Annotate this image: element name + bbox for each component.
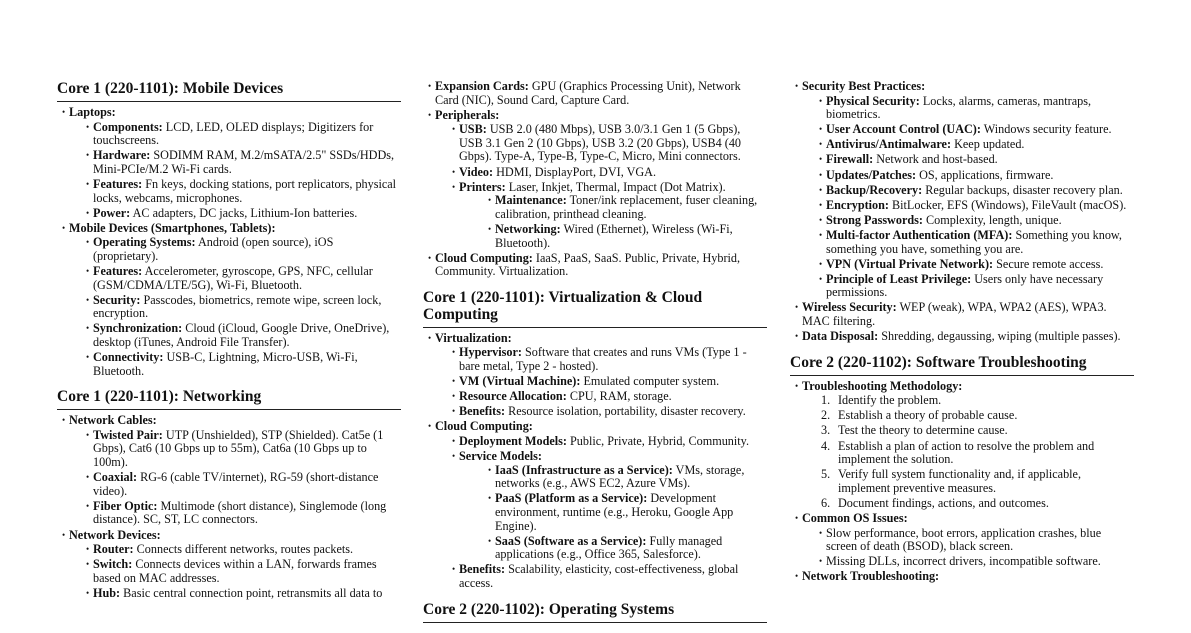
- item-label-troubleshooting-methodology: Troubleshooting Methodology:: [802, 378, 963, 393]
- list-item: [802, 258, 1134, 272]
- list-item: [69, 236, 401, 263]
- list-item: [802, 527, 1134, 554]
- list-item: [69, 207, 401, 221]
- list-item: [69, 294, 401, 321]
- list-item: [790, 330, 1134, 344]
- item-text: USB-C, Lightning, Micro-USB, Wi-Fi, Bluetooth.: [93, 350, 358, 378]
- bullet-list: [459, 464, 767, 562]
- list-item: [423, 109, 767, 250]
- item-label-principle-of-least-privilege: Principle of Least Privilege:: [826, 271, 972, 286]
- item-label-cloud-computing: Cloud Computing:: [435, 419, 533, 434]
- section-continued-0: [790, 80, 1134, 344]
- item-label-hypervisor: Hypervisor:: [459, 345, 522, 360]
- list-item: [802, 153, 1134, 167]
- column-2: [423, 80, 767, 633]
- list-item: [435, 346, 767, 373]
- section-heading: Core 1 (220-1101): Mobile Devices: [57, 80, 401, 102]
- list-item: [69, 178, 401, 205]
- item-label-benefits: Benefits:: [459, 562, 506, 577]
- item-text: AC adapters, DC jacks, Lithium-Ion batteries.: [132, 205, 358, 220]
- item-label-network-devices: Network Devices:: [69, 527, 161, 542]
- item-label-video: Video:: [459, 164, 494, 179]
- item-label-printers: Printers:: [459, 179, 506, 194]
- item-label-deployment-models: Deployment Models:: [459, 433, 567, 448]
- section-heading: Core 2 (220-1102): Software Troubleshooting: [790, 354, 1134, 376]
- list-item: [435, 181, 767, 250]
- item-text: SODIMM RAM, M.2/mSATA/2.5" SSDs/HDDs, Mini-PCIe/M.2 Wi-Fi cards.: [93, 148, 395, 176]
- list-item: [802, 95, 1134, 122]
- item-text: Windows security feature.: [983, 122, 1112, 137]
- numbered-steps: [802, 394, 1134, 510]
- item-text: GPU (Graphics Processing Unit), Network Card (NIC), Sound Card, Capture Card.: [435, 79, 741, 107]
- section-core-2-220-1102-software-troubleshooting: [790, 354, 1134, 584]
- list-item: [802, 123, 1134, 137]
- list-item: [790, 380, 1134, 511]
- item-text: WEP (weak), WPA, WPA2 (AES), WPA3. MAC filtering.: [802, 300, 1107, 328]
- item-text: Software that creates and runs VMs (Type 1 - bare metal, Type 2 - hosted).: [459, 345, 747, 373]
- item-label-coaxial: Coaxial:: [93, 470, 138, 485]
- item-label-paas-platform-as-a-service: PaaS (Platform as a Service):: [495, 491, 648, 506]
- item-text: Users only have necessary permissions.: [826, 271, 1104, 300]
- list-item: [57, 222, 401, 379]
- item-label-peripherals: Peripherals:: [435, 107, 500, 122]
- item-label-expansion-cards: Expansion Cards:: [435, 79, 529, 93]
- item-label-laptops: Laptops:: [69, 105, 116, 119]
- list-item: [423, 420, 767, 590]
- item-text: Wired (Ethernet), Wireless (Wi-Fi, Bluetooth).: [495, 221, 733, 250]
- section-core-1-220-1101-mobile-devices: [57, 80, 401, 378]
- list-item: [802, 169, 1134, 183]
- item-label-service-models: Service Models:: [459, 449, 542, 464]
- item-label-hub: Hub:: [93, 585, 121, 600]
- item-text: HDMI, DisplayPort, DVI, VGA.: [496, 164, 657, 179]
- item-label-vpn-virtual-private-network: VPN (Virtual Private Network):: [826, 256, 994, 271]
- bullet-list: [69, 429, 401, 527]
- section-core-1-220-1101-networking: [57, 388, 401, 600]
- list-item: [459, 223, 767, 250]
- item-label-security: Security:: [93, 292, 141, 307]
- section-core-2-220-1102-operating-systems: [423, 601, 767, 623]
- list-item: [57, 414, 401, 527]
- bullet-list: [69, 543, 401, 600]
- step-text: Identify the problem.: [838, 393, 942, 408]
- list-item: [802, 555, 1134, 569]
- list-item: [435, 450, 767, 562]
- item-label-mobile-devices-smartphones-tablets: Mobile Devices (Smartphones, Tablets):: [69, 220, 276, 235]
- list-item: [435, 563, 767, 590]
- item-label-firewall: Firewall:: [826, 152, 874, 167]
- item-label-security-best-practices: Security Best Practices:: [802, 79, 926, 93]
- list-item: [69, 121, 401, 148]
- step-text: Establish a plan of action to resolve the problem and implement the solution.: [838, 438, 1095, 467]
- bullet-list: [459, 194, 767, 250]
- item-label-twisted-pair: Twisted Pair:: [93, 427, 163, 442]
- item-text: Regular backups, disaster recovery plan.: [925, 182, 1123, 197]
- item-label-network-troubleshooting: Network Troubleshooting:: [802, 569, 940, 584]
- item-text: Missing DLLs, incorrect drivers, incompatible software.: [826, 554, 1101, 569]
- item-label-switch: Switch:: [93, 557, 133, 572]
- item-text: Multimode (short distance), Singlemode (long distance). SC, ST, LC connectors.: [93, 498, 387, 527]
- item-text: Fully managed applications (e.g., Office 365, Salesforce).: [495, 533, 723, 562]
- section-core-1-220-1101-virtualization-cloud-computing: [423, 289, 767, 591]
- bullet-list: [57, 414, 401, 600]
- list-item: [459, 535, 767, 562]
- step-item: [802, 468, 1134, 495]
- item-text: Slow performance, boot errors, application crashes, blue screen of death (BSOD), black screen.: [826, 525, 1102, 554]
- step-item: [802, 424, 1134, 438]
- item-text: RG-6 (cable TV/internet), RG-59 (short-distance video).: [93, 470, 379, 498]
- item-label-user-account-control-uac: User Account Control (UAC):: [826, 122, 981, 137]
- step-text: Document findings, actions, and outcomes.: [838, 495, 1049, 510]
- list-item: [435, 390, 767, 404]
- item-label-resource-allocation: Resource Allocation:: [459, 389, 567, 404]
- item-text: LCD, LED, OLED displays; Digitizers for touchscreens.: [93, 119, 374, 148]
- list-item: [802, 214, 1134, 228]
- list-item: [459, 464, 767, 491]
- item-text: Fn keys, docking stations, port replicators, physical locks, webcams, microphones.: [93, 176, 397, 205]
- item-label-connectivity: Connectivity:: [93, 350, 164, 365]
- item-label-virtualization: Virtualization:: [435, 330, 512, 345]
- bullet-list: [790, 80, 1134, 344]
- step-number: 4.: [821, 438, 831, 453]
- list-item: [69, 500, 401, 527]
- item-label-maintenance: Maintenance:: [495, 193, 567, 208]
- bullet-list: [423, 80, 767, 279]
- bullet-list: [435, 435, 767, 591]
- list-item: [69, 149, 401, 176]
- list-item: [435, 123, 767, 164]
- step-item: [802, 409, 1134, 423]
- bullet-list: [69, 236, 401, 378]
- item-label-features: Features:: [93, 264, 143, 279]
- item-label-features: Features:: [93, 176, 143, 191]
- list-item: [423, 252, 767, 279]
- item-text: USB 2.0 (480 Mbps), USB 3.0/3.1 Gen 1 (5 Gbps), USB 3.1 Gen 2 (10 Gbps), USB 3.2 (20 Gbps), USB4 (40 Gbps). Type-A, Type-B, Type-C, Micro, Mini connectors.: [459, 122, 742, 164]
- item-text: Development environment, runtime (e.g., Heroku, Google App Engine).: [495, 491, 734, 533]
- item-label-components: Components:: [93, 119, 163, 134]
- item-label-physical-security: Physical Security:: [826, 93, 920, 108]
- section-continued-0: [423, 80, 767, 279]
- item-label-cloud-computing: Cloud Computing:: [435, 250, 533, 265]
- item-text: Cloud (iCloud, Google Drive, OneDrive), desktop (iTunes, Android File Transfer).: [93, 321, 390, 349]
- item-label-common-os-issues: Common OS Issues:: [802, 511, 908, 526]
- item-text: Resource isolation, portability, disaster recovery.: [508, 404, 746, 419]
- item-text: Shredding, degaussing, wiping (multiple passes).: [881, 329, 1121, 344]
- list-item: [802, 273, 1134, 300]
- bullet-list: [435, 123, 767, 250]
- item-label-synchronization: Synchronization:: [93, 321, 183, 336]
- bullet-list: [69, 121, 401, 221]
- item-text: Passcodes, biometrics, remote wipe, screen lock, encryption.: [93, 292, 382, 321]
- step-number: 3.: [821, 423, 831, 438]
- item-label-updates-patches: Updates/Patches:: [826, 167, 917, 182]
- item-text: CPU, RAM, storage.: [569, 389, 672, 404]
- list-item: [423, 332, 767, 419]
- item-label-hardware: Hardware:: [93, 148, 151, 163]
- item-text: Connects different networks, routes packets.: [136, 542, 354, 557]
- item-text: UTP (Unshielded), STP (Shielded). Cat5e (1 Gbps), Cat6 (10 Gbps up to 55m), Cat6a (10 Gbps up to 100m).: [93, 427, 384, 470]
- list-item: [69, 471, 401, 498]
- item-text: Complexity, length, unique.: [926, 212, 1062, 227]
- item-label-wireless-security: Wireless Security:: [802, 300, 897, 315]
- list-item: [790, 570, 1134, 584]
- column-1: [57, 80, 401, 611]
- list-item: [802, 184, 1134, 198]
- step-item: [802, 394, 1134, 408]
- list-item: [69, 587, 401, 601]
- list-item: [69, 558, 401, 585]
- item-label-power: Power:: [93, 205, 131, 220]
- item-label-networking: Networking:: [495, 221, 561, 236]
- step-number: 1.: [821, 393, 831, 408]
- item-text: Locks, alarms, cameras, mantraps, biometrics.: [826, 93, 1092, 122]
- item-text: BitLocker, EFS (Windows), FileVault (macOS).: [892, 197, 1127, 212]
- item-label-strong-passwords: Strong Passwords:: [826, 212, 923, 227]
- list-item: [459, 492, 767, 533]
- item-label-saas-software-as-a-service: SaaS (Software as a Service):: [495, 533, 647, 548]
- item-text: Something you know, something you have, something you are.: [826, 227, 1122, 256]
- bullet-list: [435, 346, 767, 418]
- step-text: Verify full system functionality and, if applicable, implement preventive measures.: [838, 467, 1082, 495]
- step-item: [802, 497, 1134, 511]
- item-label-fiber-optic: Fiber Optic:: [93, 498, 158, 513]
- list-item: [435, 166, 767, 180]
- item-label-benefits: Benefits:: [459, 404, 506, 419]
- section-heading: Core 1 (220-1101): Virtualization & Cloud Computing: [423, 289, 767, 328]
- list-item: [459, 194, 767, 221]
- step-text: Establish a theory of probable cause.: [838, 408, 1018, 423]
- section-heading: Core 2 (220-1102): Operating Systems: [423, 601, 767, 623]
- step-number: 5.: [821, 467, 831, 482]
- item-label-data-disposal: Data Disposal:: [802, 329, 879, 344]
- item-text: OS, applications, firmware.: [919, 167, 1054, 182]
- list-item: [802, 138, 1134, 152]
- list-item: [69, 429, 401, 470]
- item-text: Keep updated.: [954, 137, 1025, 152]
- item-text: Public, Private, Hybrid, Community.: [570, 433, 749, 448]
- list-item: [802, 199, 1134, 213]
- item-text: Accelerometer, gyroscope, GPS, NFC, cellular (GSM/CDMA/LTE/5G), Wi-Fi, Bluetooth.: [93, 264, 373, 292]
- item-text: Secure remote access.: [996, 256, 1104, 271]
- item-label-network-cables: Network Cables:: [69, 413, 157, 428]
- item-text: Toner/ink replacement, fuser cleaning, calibration, printhead cleaning.: [495, 193, 758, 221]
- item-text: Android (open source), iOS (proprietary).: [93, 235, 334, 263]
- bullet-list: [57, 106, 401, 378]
- list-item: [435, 375, 767, 389]
- item-label-vm-virtual-machine: VM (Virtual Machine):: [459, 374, 581, 389]
- step-number: 6.: [821, 495, 831, 510]
- item-label-encryption: Encryption:: [826, 197, 889, 212]
- list-item: [802, 229, 1134, 256]
- list-item: [69, 265, 401, 292]
- list-item: [57, 529, 401, 601]
- item-text: Laser, Inkjet, Thermal, Impact (Dot Matrix).: [508, 179, 726, 194]
- item-text: Basic central connection point, retransmits all data to: [123, 585, 383, 600]
- item-text: IaaS, PaaS, SaaS. Public, Private, Hybrid, Community. Virtualization.: [435, 250, 741, 279]
- list-item: [423, 80, 767, 107]
- item-text: Network and host-based.: [876, 152, 998, 167]
- bullet-list: [790, 380, 1134, 584]
- bullet-list: [802, 95, 1134, 300]
- bullet-list: [423, 332, 767, 591]
- item-label-backup-recovery: Backup/Recovery:: [826, 182, 923, 197]
- item-label-multi-factor-authentication-mfa: Multi-factor Authentication (MFA):: [826, 227, 1013, 242]
- list-item: [790, 301, 1134, 328]
- section-heading: Core 1 (220-1101): Networking: [57, 388, 401, 410]
- list-item: [790, 512, 1134, 569]
- list-item: [69, 322, 401, 349]
- item-text: Scalability, elasticity, cost-effectiveness, global access.: [459, 562, 739, 590]
- list-item: [69, 543, 401, 557]
- item-label-iaas-infrastructure-as-a-service: IaaS (Infrastructure as a Service):: [495, 462, 673, 477]
- list-item: [57, 106, 401, 220]
- list-item: [435, 405, 767, 419]
- item-text: Emulated computer system.: [583, 374, 720, 389]
- column-3: [790, 80, 1134, 594]
- step-text: Test the theory to determine cause.: [838, 423, 1008, 438]
- step-item: [802, 440, 1134, 467]
- list-item: [69, 351, 401, 378]
- item-text: Connects devices within a LAN, forwards frames based on MAC addresses.: [93, 557, 377, 585]
- item-text: VMs, storage, networks (e.g., AWS EC2, Azure VMs).: [495, 462, 745, 491]
- list-item: [790, 80, 1134, 300]
- item-label-operating-systems: Operating Systems:: [93, 235, 196, 250]
- item-label-antivirus-antimalware: Antivirus/Antimalware:: [826, 137, 952, 152]
- step-number: 2.: [821, 408, 831, 423]
- bullet-list: [802, 527, 1134, 569]
- item-label-usb: USB:: [459, 122, 487, 137]
- list-item: [435, 435, 767, 449]
- item-label-router: Router:: [93, 542, 134, 557]
